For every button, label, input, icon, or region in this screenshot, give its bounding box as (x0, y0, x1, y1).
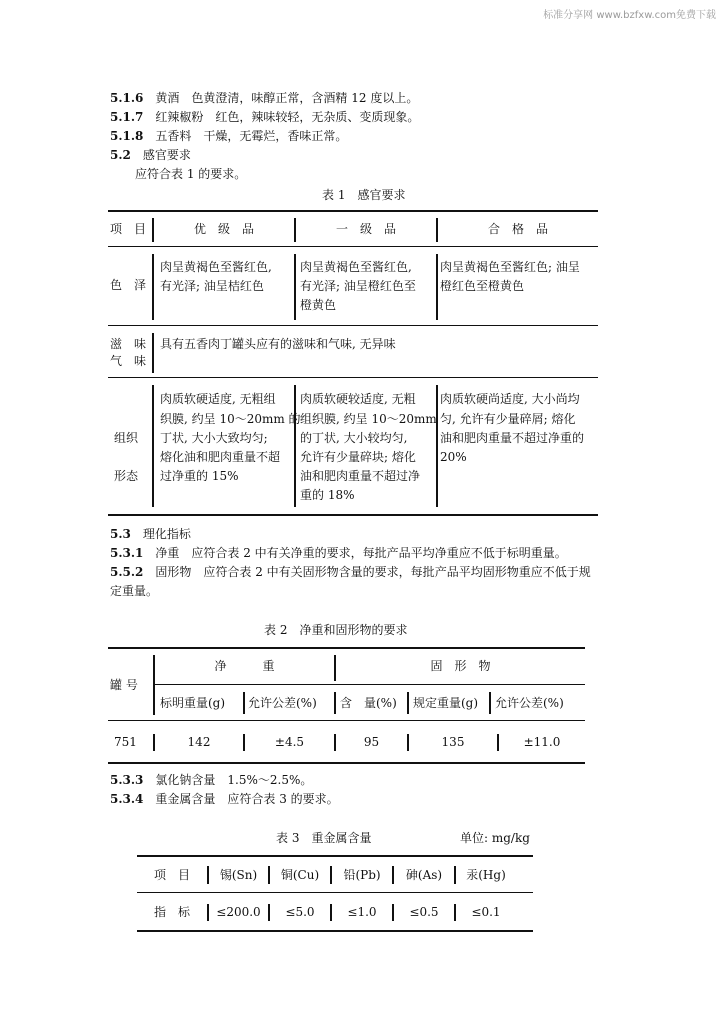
table2-header-can: 罐 号 (110, 678, 138, 692)
clause-text: 氯化钠含量 1.5%～2.5%。 (155, 773, 313, 787)
table3-caption: 表 3 重金属含量 (276, 831, 372, 845)
color-first-line: 有光泽; 油呈橙红色至 (300, 279, 416, 293)
clause-number: 5.1.7 (110, 110, 144, 124)
table3-header: 锡(Sn) (219, 868, 258, 882)
texture-premium-line: 过净重的 15% (160, 469, 239, 483)
clause-5-2-body: 应符合表 1 的要求。 (135, 167, 247, 181)
table3-cell: 指 标 (153, 905, 190, 919)
texture-premium-line: 丁状, 大小大致均匀; (160, 431, 268, 445)
clause-5-3 (110, 526, 191, 542)
clause-number: 5.1.8 (110, 129, 144, 143)
texture-qualified-line: 油和肥肉重量不超过净重的 (440, 431, 585, 445)
clause-5-3-4 (110, 791, 339, 807)
texture-premium-line: 肉质软硬适度, 无粗组 (160, 392, 276, 406)
clause-number: 5.1.6 (110, 91, 144, 105)
table1-header-qualified: 合 格 品 (487, 222, 548, 236)
table1-header-first: 一 级 品 (335, 222, 396, 236)
table2-sub-label: 允许公差(%) (248, 696, 317, 710)
clause-5-2 (110, 147, 191, 163)
color-qualified-line: 橙红色至橙黄色 (440, 279, 525, 293)
table3-cell: ≤5.0 (285, 905, 315, 919)
table3-cell: ≤0.5 (409, 905, 439, 919)
texture-first-line: 的丁状, 大小较均匀, (300, 431, 408, 445)
clause-5-5-2-cont: 定重量。 (110, 584, 159, 598)
table2-caption: 表 2 净重和固形物的要求 (264, 623, 408, 637)
table3-header: 铜(Cu) (280, 868, 320, 882)
table2-group-net: 净 重 (214, 659, 275, 673)
taste-text: 具有五香肉丁罐头应有的滋味和气味, 无异味 (160, 337, 396, 351)
table3-header: 砷(As) (405, 868, 443, 882)
table2-cell: 135 (441, 735, 465, 749)
table3-cell: ≤200.0 (216, 905, 261, 919)
color-qualified-line: 肉呈黄褐色至酱红色; 油呈 (440, 260, 580, 274)
table2-group-solid: 固 形 物 (430, 659, 491, 673)
clause-number: 5.3 (110, 527, 131, 541)
clause-5-3-1 (110, 545, 567, 561)
clause-5-1-6 (110, 90, 418, 106)
table3-unit: 单位: mg/kg (460, 831, 530, 845)
texture-qualified-line: 肉质软硬尚适度, 大小尚均 (440, 392, 580, 406)
texture-premium-line: 织膜, 约呈 10～20mm 的 (160, 412, 301, 426)
clause-text: 理化指标 (142, 527, 191, 541)
clause-text: 感官要求 (142, 148, 191, 162)
watermark: 标准分享网 www.bzfxw.com免费下载 (543, 10, 716, 21)
texture-qualified-line: 20% (440, 450, 467, 464)
table2-cell: ±4.5 (274, 735, 305, 749)
color-first-line: 橙黄色 (300, 298, 337, 312)
texture-first-line: 油和肥肉重量不超过净 (300, 469, 421, 483)
texture-first-line: 重的 18% (300, 488, 355, 502)
clause-5-1-7 (110, 109, 419, 125)
table3-cell: ≤1.0 (347, 905, 377, 919)
clause-number: 5.5.2 (110, 565, 144, 579)
table2-cell: ±11.0 (523, 735, 561, 749)
clause-text: 红辣椒粉 红色，辣味较轻，无杂质、变质现象。 (155, 110, 420, 124)
clause-text: 五香料 干燥，无霉烂，香味正常。 (155, 129, 348, 143)
color-first-line: 肉呈黄褐色至酱红色, (300, 260, 412, 274)
table2-cell: 751 (114, 735, 137, 749)
row-label-smell: 气 味 (110, 354, 147, 368)
clause-text: 固形物 应符合表 2 中有关固形物含量的要求，每批产品平均固形物重应不低于规 (155, 565, 591, 579)
clause-text: 净重 应符合表 2 中有关净重的要求，每批产品平均净重应不低于标明重量。 (155, 546, 567, 560)
table3-header: 汞(Hg) (466, 868, 506, 882)
clause-number: 5.3.1 (110, 546, 144, 560)
row-label-form: 形态 (114, 469, 139, 483)
table3-cell: ≤0.1 (471, 905, 501, 919)
table2-sub-label: 标明重量(g) (160, 696, 226, 710)
table3-header: 铅(Pb) (343, 868, 381, 882)
texture-qualified-line: 匀, 允许有少量碎屑; 熔化 (440, 412, 576, 426)
table3-header: 项 目 (153, 868, 190, 882)
table1-caption: 表 1 感官要求 (322, 188, 406, 202)
texture-first-line: 允许有少量碎块; 熔化 (300, 450, 416, 464)
row-label-color: 色 泽 (110, 278, 147, 292)
table2-sub-label: 允许公差(%) (495, 696, 564, 710)
clause-text: 黄酒 色黄澄清，味醇正常，含酒精 12 度以上。 (155, 91, 419, 105)
clause-number: 5.3.3 (110, 773, 144, 787)
color-premium-line: 肉呈黄褐色至酱红色, (160, 260, 272, 274)
table2-cell: 142 (187, 735, 211, 749)
table2-cell: 95 (363, 735, 380, 749)
table1-header-item: 项 目 (110, 222, 147, 236)
texture-first-line: 组织膜, 约呈 10～20mm (300, 412, 437, 426)
clause-5-1-8 (110, 128, 347, 144)
table1-header-premium: 优 级 品 (193, 222, 254, 236)
clause-number: 5.3.4 (110, 792, 144, 806)
clause-text: 重金属含量 应符合表 3 的要求。 (155, 792, 339, 806)
texture-first-line: 肉质软硬较适度, 无粗 (300, 392, 416, 406)
clause-5-5-2 (110, 564, 591, 580)
table2-sub-label: 含 量(%) (340, 696, 397, 710)
row-label-taste: 滋 味 (110, 337, 147, 351)
clause-number: 5.2 (110, 148, 131, 162)
texture-premium-line: 熔化油和肥肉重量不超 (160, 450, 281, 464)
row-label-texture: 组织 (114, 431, 139, 445)
color-premium-line: 有光泽; 油呈桔红色 (160, 279, 264, 293)
table2-sub-label: 规定重量(g) (413, 696, 479, 710)
clause-5-3-3 (110, 772, 312, 788)
